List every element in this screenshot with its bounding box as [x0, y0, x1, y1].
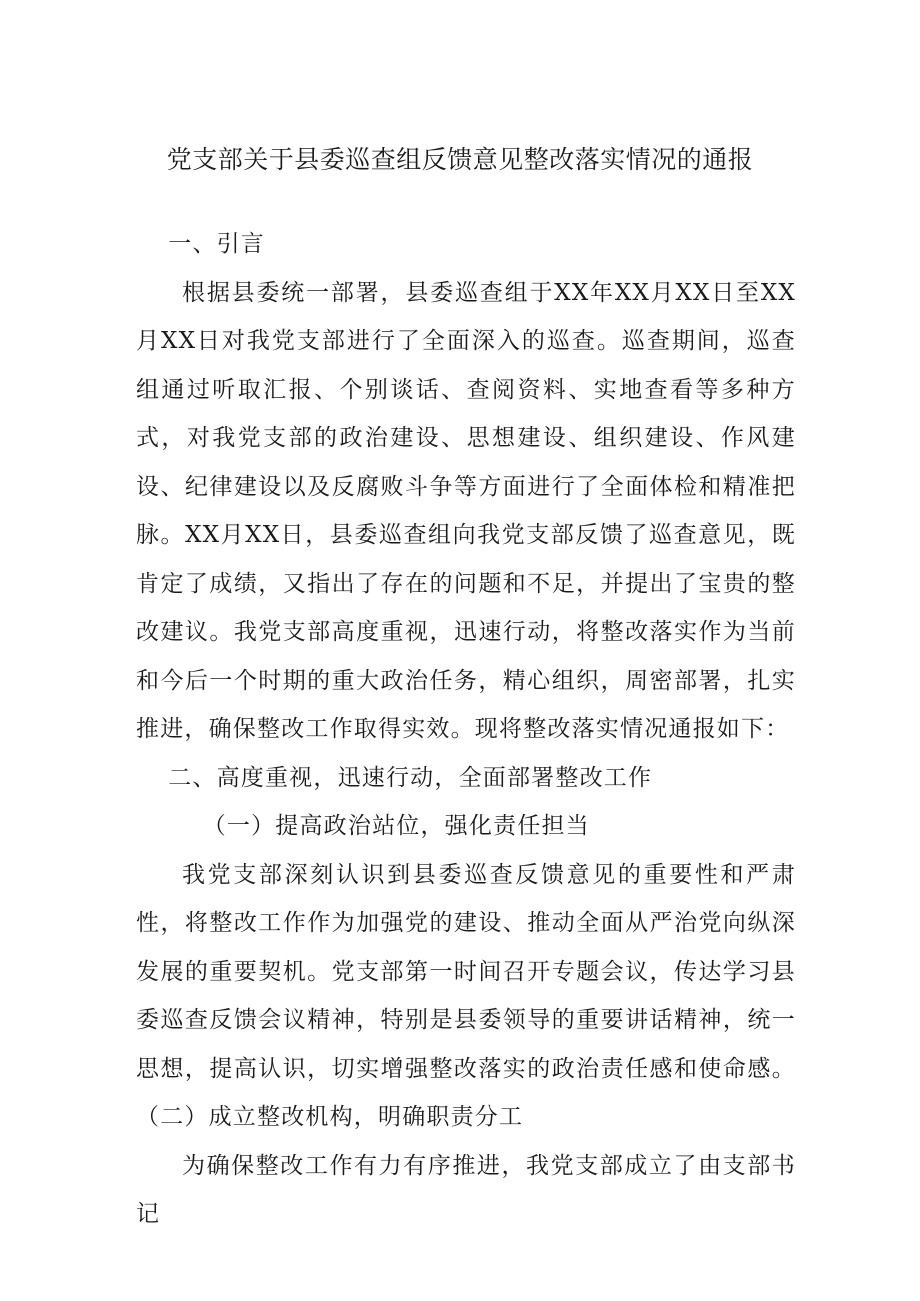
- document-body: [136, 220, 796, 1239]
- section-1-heading: 一、引言: [168, 231, 265, 257]
- section-2-heading: 二、高度重视，迅速行动，全面部署整改工作: [168, 764, 653, 791]
- subsection-1-heading: （一）提高政治站位，强化责任担当: [202, 813, 590, 839]
- paragraph-rectification-org: 为确保整改工作有力有序推进，我党支部成立了由支部书记: [136, 1152, 796, 1227]
- paragraph-political-stance: 我党支部深刻认识到县委巡查反馈意见的重要性和严肃性，将整改工作作为加强党的建设、推动全面从严治党向纵深发展的重要契机。党支部第一时间召开专题会议，传达学习县委巡查反馈会议精神，特别是县委领导的重要讲话精神，统一思想，提高认识，切实增强整改落实的政治责任感和使命感。（二）成立整改机构，明确职责分工: [136, 861, 796, 1130]
- document-title: 党支部关于县委巡查组反馈意见整改落实情况的通报: [166, 145, 754, 174]
- paragraph-intro: 根据县委统一部署，县委巡查组于XX年XX月XX日至XX月XX日对我党支部进行了全面深入的巡查。巡查期间，巡查组通过听取汇报、个别谈话、查阅资料、实地查看等多种方式，对我党支部的政治建设、思想建设、组织建设、作风建设、纪律建设以及反腐败斗争等方面进行了全面体检和精准把脉。XX月XX日，县委巡查组向我党支部反馈了巡查意见，既肯定了成绩，又指出了存在的问题和不足，并提出了宝贵的整改建议。我党支部高度重视，迅速行动，将整改落实作为当前和今后一个时期的重大政治任务，精心组织，周密部署，扎实推进，确保整改工作取得实效。现将整改落实情况通报如下：: [136, 279, 796, 742]
